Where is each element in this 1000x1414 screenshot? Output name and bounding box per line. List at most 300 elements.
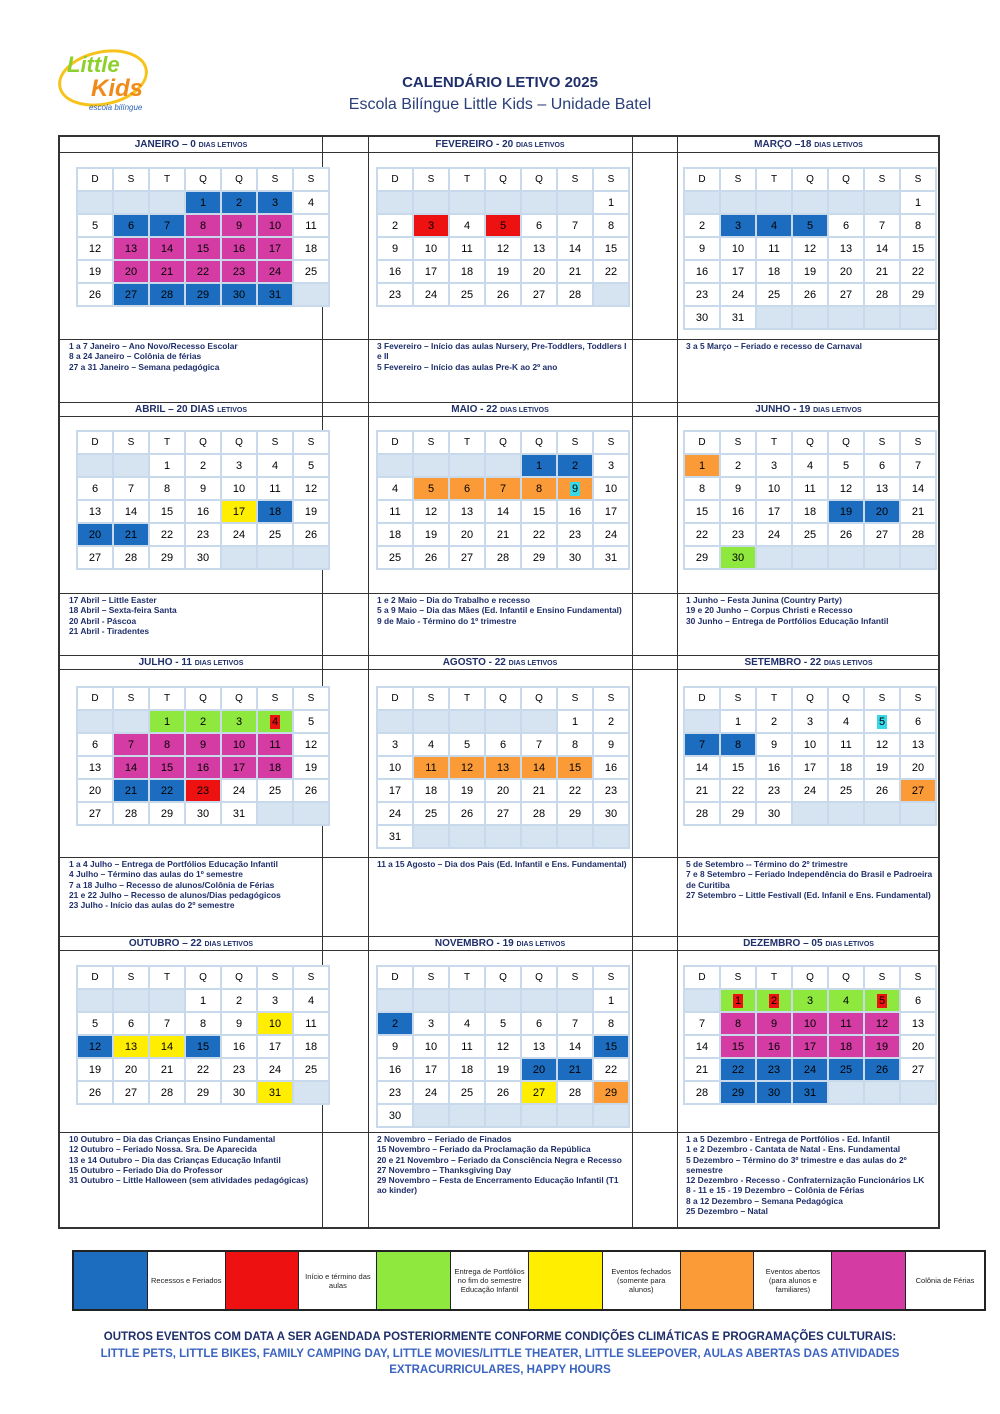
weekday-label: S [901,967,935,988]
day-cell [901,780,935,801]
day-number: 3 [607,459,615,472]
day-number: 18 [304,242,318,255]
day-number: 15 [695,505,709,518]
day-cell [222,238,256,259]
week-row [684,546,936,569]
day-cell [829,1013,863,1034]
month-school-days-label: DIAS LETIVOS [204,941,254,948]
day-cell [150,524,184,545]
day-cell [558,711,592,732]
day-cell [114,780,148,801]
day-cell [186,455,220,476]
day-number: 4 [271,459,279,472]
day-cell [378,261,412,282]
day-number: 15 [568,761,582,774]
month-notes [686,595,935,626]
day-number: 20 [88,784,102,797]
day-number: 10 [232,482,246,495]
note-item: 20 Abril - Páscoa [69,615,137,626]
empty-day-cell [757,192,791,213]
empty-day-cell [414,192,448,213]
day-number: 1 [571,715,579,728]
day-cell [186,803,220,824]
day-cell [258,734,292,755]
day-number: 8 [535,482,543,495]
day-cell [378,1105,412,1126]
day-number: 26 [875,784,889,797]
weekday-label: S [114,432,148,453]
month-notes [377,859,627,869]
day-cell [721,215,755,236]
day-number: 17 [803,761,817,774]
day-number: 22 [160,784,174,797]
day-number: 28 [875,288,889,301]
day-number: 3 [427,1017,435,1030]
day-cell [486,803,520,824]
empty-day-cell [150,990,184,1011]
week-row [377,500,629,523]
month-calendar [76,430,330,570]
day-cell [685,238,719,259]
day-number: 4 [842,715,850,728]
weekday-label: Q [829,169,863,190]
day-cell [150,1013,184,1034]
day-number: 11 [425,761,437,774]
day-number: 17 [268,242,282,255]
day-cell [865,524,899,545]
day-number: 8 [734,1017,742,1030]
day-cell [685,1059,719,1080]
day-number: 13 [124,242,138,255]
day-number: 21 [568,1063,582,1076]
week-row [377,779,629,802]
day-number: 10 [604,482,618,495]
day-cell [450,734,484,755]
day-number: 27 [875,528,889,541]
day-number: 22 [196,1063,210,1076]
day-cell [793,524,827,545]
note-item: 5 Fevereiro – Início das aulas Pre-K ao 2º ano [377,361,558,372]
day-number: 10 [731,242,745,255]
day-number: 9 [235,1017,243,1030]
day-number: 18 [304,1040,318,1053]
day-number: 15 [196,1040,210,1053]
day-cell [222,1082,256,1103]
day-cell [558,803,592,824]
note-item: 7 a 18 Julho – Recesso de alunos/Colônia de Férias [69,879,275,890]
week-row [77,477,329,500]
day-cell [901,524,935,545]
note-item: 12 Outubro – Feriado Nossa. Sra. De Aparecida [69,1144,257,1155]
day-number: 3 [271,196,279,209]
day-number: 14 [124,505,138,518]
day-cell [594,803,628,824]
day-number: 25 [268,784,282,797]
day-cell [150,734,184,755]
day-number: 24 [731,288,745,301]
day-number: 25 [839,1063,853,1076]
day-number: 20 [496,784,510,797]
weekday-label: Q [829,688,863,709]
month-calendar [683,167,937,330]
day-number: 2 [698,219,706,232]
day-cell [258,238,292,259]
footer-line1: OUTROS EVENTOS COM DATA A SER AGENDADA POSTERIORMENTE CONFORME CONDIÇÕES CLIMÁTICAS E PROGRAMAÇÕES CULTURAIS: [103,1331,897,1343]
month-school-days-label: DIAS LETIVOS [814,142,863,149]
day-number: 30 [388,1109,402,1122]
weekday-label: S [294,688,328,709]
note-item: 27 Novembro – Thanksgiving Day [377,1164,512,1175]
day-cell [685,284,719,305]
day-cell [258,215,292,236]
day-number: 11 [269,738,281,751]
day-cell [486,547,520,568]
day-number: 26 [88,288,102,301]
empty-day-cell [793,307,827,328]
day-number: 9 [571,482,579,495]
day-cell [486,238,520,259]
day-cell [114,803,148,824]
note-item: 30 Junho – Entrega de Portfólios Educação Infantil [686,615,889,626]
day-cell [757,1036,791,1057]
empty-day-cell [114,455,148,476]
weekday-label: S [865,967,899,988]
day-cell [378,524,412,545]
day-number: 24 [268,1063,282,1076]
week-row [684,710,936,733]
day-cell [450,1082,484,1103]
day-number: 15 [196,242,210,255]
day-cell [78,284,112,305]
week-row [377,214,629,237]
day-number: 29 [731,1086,745,1099]
day-number: 20 [532,265,546,278]
week-row [684,733,936,756]
day-number: 19 [304,505,318,518]
weekday-label: Q [522,432,556,453]
day-number: 8 [914,219,922,232]
day-number: 13 [124,1040,138,1053]
empty-day-cell [486,990,520,1011]
day-cell [901,501,935,522]
day-cell [685,1036,719,1057]
day-number: 19 [875,761,889,774]
day-number: 11 [305,219,317,232]
logo-line1: Little [67,52,120,77]
day-cell [558,757,592,778]
day-number: 25 [268,528,282,541]
day-number: 30 [767,807,781,820]
week-row [684,306,936,329]
weekday-label: T [450,432,484,453]
logo-line2: Kids [91,75,144,102]
day-number: 30 [196,551,210,564]
day-number: 21 [124,528,138,541]
day-number: 6 [127,1017,135,1030]
day-cell [558,455,592,476]
day-cell [414,1082,448,1103]
day-number: 1 [199,994,207,1007]
day-number: 18 [839,1040,853,1053]
day-number: 26 [803,288,817,301]
empty-day-cell [558,826,592,847]
day-number: 16 [604,761,618,774]
empty-day-cell [378,455,412,476]
weekday-label: T [757,432,791,453]
day-cell [901,1059,935,1080]
day-number: 19 [496,265,510,278]
day-number: 2 [199,715,207,728]
day-number: 16 [568,505,582,518]
week-row [377,523,629,546]
week-row [377,237,629,260]
day-number: 20 [911,1040,925,1053]
legend-label: Eventos abertos (para alunos e familiares) [754,1252,832,1309]
day-number: 4 [307,994,315,1007]
empty-day-cell [450,711,484,732]
day-cell [594,478,628,499]
day-number: 16 [388,265,402,278]
note-item: 5 a 9 Maio – Dia das Mães (Ed. Infantil e Ensino Fundamental) [377,605,622,616]
week-row [377,1081,629,1104]
day-number: 15 [731,1040,745,1053]
empty-day-cell [486,711,520,732]
month-notes [69,1134,317,1185]
day-cell [685,478,719,499]
day-number: 31 [268,288,282,301]
week-row [377,825,629,848]
day-cell [186,261,220,282]
month-school-days-label: DIAS LETIVOS [823,660,873,667]
day-number: 31 [803,1086,817,1099]
weekday-header-row [377,966,629,989]
day-number: 7 [698,1017,706,1030]
day-number: 22 [731,784,745,797]
day-cell [114,1036,148,1057]
day-number: 31 [604,551,618,564]
week-row [684,523,936,546]
note-item: 3 Fevereiro – Início das aulas Nursery, Pre-Toddlers, Toddlers I e II [377,341,627,362]
day-number: 22 [532,528,546,541]
day-cell [258,1013,292,1034]
day-cell [114,478,148,499]
day-number: 28 [911,528,925,541]
day-cell [78,261,112,282]
day-number: 14 [160,1040,174,1053]
month-calendar [76,965,330,1105]
week-row [77,1081,329,1104]
week-row [684,283,936,306]
note-item: 1 a 5 Dezembro - Entrega de Portfólios - Ed. Infantil [686,1134,890,1144]
day-number: 13 [88,505,102,518]
note-item: 3 a 5 Março – Feriado e recesso de Carnaval [686,341,862,351]
day-cell [114,524,148,545]
month-calendar [76,686,330,826]
day-number: 28 [568,288,582,301]
day-number: 17 [268,1040,282,1053]
day-number: 29 [160,807,174,820]
day-cell [258,780,292,801]
weekday-header-row [77,966,329,989]
day-number: 29 [160,551,174,564]
empty-day-cell [150,192,184,213]
day-cell [222,215,256,236]
empty-day-cell [486,192,520,213]
day-number: 28 [160,288,174,301]
legend-label: Recessos e Feriados [148,1252,226,1309]
day-cell [793,1036,827,1057]
day-number: 25 [388,551,402,564]
day-cell [721,261,755,282]
day-number: 27 [88,807,102,820]
day-cell [486,284,520,305]
month-title [677,404,940,415]
week-row [77,1058,329,1081]
week-row [77,1035,329,1058]
day-number: 5 [499,219,507,232]
day-number: 11 [269,482,281,495]
day-number: 24 [232,528,246,541]
day-cell [522,238,556,259]
calendar-grid [58,135,940,1229]
empty-day-cell [594,826,628,847]
day-cell [594,524,628,545]
day-cell [258,1059,292,1080]
note-item: 20 e 21 Novembro – Feriado da Consciência Negra e Recesso [377,1154,622,1165]
day-number: 16 [232,1040,246,1053]
weekday-label: Q [486,967,520,988]
day-cell [901,238,935,259]
day-cell [865,1013,899,1034]
weekday-label: T [450,967,484,988]
month-school-days-label: DIAS LETIVOS [194,660,244,667]
month-school-days-label: DIAS LETIVOS [516,941,566,948]
day-number: 26 [496,1086,510,1099]
week-row [77,191,329,214]
day-number: 18 [460,1063,474,1076]
day-number: 26 [496,288,510,301]
day-number: 24 [424,1086,438,1099]
day-cell [901,1036,935,1057]
day-cell [757,215,791,236]
day-number: 5 [806,219,814,232]
day-cell [486,1036,520,1057]
day-cell [222,284,256,305]
day-number: 2 [391,219,399,232]
day-cell [294,1036,328,1057]
weekday-label: Q [186,967,220,988]
day-number: 31 [232,807,246,820]
empty-day-cell [486,1105,520,1126]
day-cell [294,711,328,732]
day-cell [558,1013,592,1034]
day-number: 2 [607,715,615,728]
color-legend [72,1250,986,1311]
weekday-label: S [414,688,448,709]
day-number: 20 [88,528,102,541]
weekday-label: S [865,688,899,709]
day-cell [757,1059,791,1080]
day-number: 22 [911,265,925,278]
day-number: 26 [839,528,853,541]
day-cell [793,990,827,1011]
day-cell [114,1013,148,1034]
day-number: 7 [127,738,135,751]
day-number: 29 [532,551,546,564]
weekday-label: S [558,967,592,988]
weekday-label: D [685,432,719,453]
day-cell [114,261,148,282]
day-cell [222,192,256,213]
month-name: MARÇO –18 [754,139,812,150]
day-number: 19 [839,505,853,518]
week-row [377,283,629,306]
day-cell [150,711,184,732]
day-number: 25 [304,265,318,278]
day-cell [721,780,755,801]
day-number: 5 [307,459,315,472]
empty-day-cell [558,192,592,213]
day-number: 4 [391,482,399,495]
day-number: 14 [695,761,709,774]
day-cell [450,547,484,568]
day-cell [901,455,935,476]
day-number: 7 [878,219,886,232]
day-cell [186,192,220,213]
day-number: 31 [388,830,402,843]
day-number: 15 [911,242,925,255]
empty-day-cell [829,1082,863,1103]
day-number: 29 [568,807,582,820]
note-item: 7 e 8 Setembro – Feriado Independência do Brasil e Padroeira de Curitiba [686,869,933,890]
day-number: 13 [911,738,925,751]
day-cell [186,1013,220,1034]
day-number: 7 [698,738,706,751]
day-cell [150,1036,184,1057]
day-cell [222,990,256,1011]
day-number: 12 [460,761,474,774]
day-number: 29 [196,288,210,301]
day-number: 28 [695,1086,709,1099]
weekday-label: S [294,169,328,190]
week-row [77,237,329,260]
day-number: 23 [568,528,582,541]
day-cell [865,734,899,755]
month-title [677,139,940,150]
footer-line3: EXTRACURRICULARES, HAPPY HOURS [389,1364,611,1376]
day-number: 13 [911,1017,925,1030]
day-cell [294,780,328,801]
weekday-label: Q [186,432,220,453]
day-cell [793,711,827,732]
day-number: 28 [496,551,510,564]
week-row [684,454,936,477]
weekday-label: Q [793,967,827,988]
day-number: 18 [460,265,474,278]
day-cell [829,524,863,545]
month-title [368,938,632,949]
day-number: 26 [424,551,438,564]
day-number: 18 [803,505,817,518]
day-cell [558,1082,592,1103]
day-cell [114,734,148,755]
month-name: JULHO - 11 [138,657,192,668]
weekday-header-row [684,168,936,191]
day-number: 10 [268,219,282,232]
note-item: 8 a 12 Dezembro – Semana Pedagógica [686,1195,843,1206]
day-number: 3 [806,994,814,1007]
day-cell [294,990,328,1011]
